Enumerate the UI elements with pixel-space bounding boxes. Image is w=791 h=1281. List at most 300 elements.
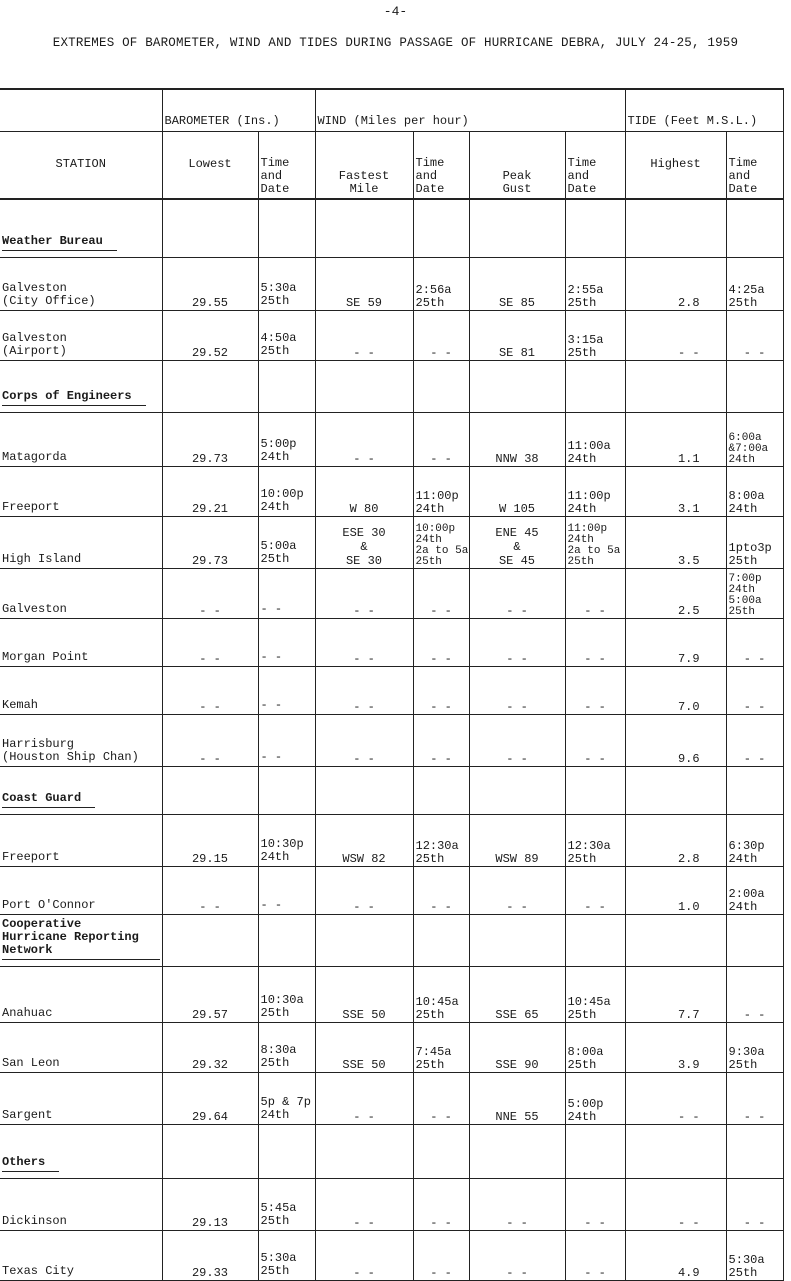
tide-time-cell <box>726 1022 783 1072</box>
baro-time-cell <box>258 714 315 766</box>
cell-line: Kemah <box>2 697 39 712</box>
cell-line: - - <box>743 1215 766 1230</box>
table-row <box>0 666 783 714</box>
station-cell <box>0 1230 162 1280</box>
gust-time-cell <box>565 1022 625 1072</box>
empty-cell <box>258 360 315 412</box>
cell-line: 25th <box>260 1005 290 1020</box>
cell-line: - - <box>584 751 606 766</box>
peak-gust-cell: - - <box>469 618 565 666</box>
gust-time-cell <box>565 618 625 666</box>
cell-line: - - <box>743 1109 766 1124</box>
lowest-cell: 29.21 <box>162 466 258 516</box>
cell-line: 7:00p <box>728 572 762 585</box>
cell-line: Texas City <box>2 1263 75 1278</box>
empty-cell <box>258 1124 315 1178</box>
group-label-cell <box>0 914 162 966</box>
empty-cell <box>625 914 726 966</box>
empty-cell <box>258 199 315 257</box>
table-row <box>0 310 783 360</box>
highest-tide-cell: 2.8 <box>625 814 726 866</box>
cell-line: (City Office) <box>2 293 96 308</box>
baro-time-header: Time and Date <box>258 132 315 200</box>
empty-cell <box>726 1124 783 1178</box>
empty-cell <box>162 1124 258 1178</box>
cell-line: 25th <box>728 605 755 618</box>
peak-gust-cell: NNW 38 <box>469 412 565 466</box>
cell-line: Galveston <box>2 330 67 345</box>
cell-line: - - <box>260 697 283 712</box>
baro-time-cell <box>258 866 315 914</box>
lowest-cell: 29.13 <box>162 1178 258 1230</box>
cell-line: 2a to 5a <box>415 544 469 557</box>
fast-time-cell <box>413 257 469 310</box>
station-cell <box>0 1072 162 1124</box>
fastest-mile-cell: - - <box>315 666 413 714</box>
fast-time-cell <box>413 866 469 914</box>
cell-line: - - <box>743 651 766 666</box>
cell-line: Morgan Point <box>2 649 89 664</box>
baro-time-cell <box>258 568 315 618</box>
cell-line: 25th <box>260 551 290 566</box>
tide-header: TIDE (Feet M.S.L.) <box>625 89 783 132</box>
cell-line: 25th <box>415 851 445 866</box>
empty-cell <box>625 766 726 814</box>
table-row <box>0 1022 783 1072</box>
empty-cell <box>565 914 625 966</box>
group-row <box>0 914 783 966</box>
fastest-mile-cell: SSE 50 <box>315 966 413 1022</box>
gust-time-cell <box>565 666 625 714</box>
station-cell <box>0 814 162 866</box>
empty-cell <box>726 766 783 814</box>
cell-line: (Houston Ship Chan) <box>2 749 139 764</box>
cell-line: 5:30a <box>260 280 297 295</box>
tide-time-cell <box>726 1230 783 1280</box>
tide-time-cell <box>726 310 783 360</box>
cell-line: - - <box>260 601 283 616</box>
tide-time-cell <box>726 1072 783 1124</box>
group-row <box>0 360 783 412</box>
cell-line: 25th <box>567 851 597 866</box>
baro-time-cell <box>258 966 315 1022</box>
baro-time-cell <box>258 1178 315 1230</box>
cell-line: 25th <box>567 1007 597 1022</box>
fastest-mile-cell: - - <box>315 1230 413 1280</box>
fastest-mile-cell: W 80 <box>315 466 413 516</box>
table-row <box>0 1072 783 1124</box>
tide-time-cell <box>726 966 783 1022</box>
baro-time-cell <box>258 1230 315 1280</box>
lowest-cell: 29.52 <box>162 310 258 360</box>
fast-time-cell <box>413 966 469 1022</box>
table-row <box>0 1230 783 1280</box>
cell-line: 10:00p <box>260 486 304 501</box>
empty-cell <box>726 199 783 257</box>
fast-time-cell <box>413 714 469 766</box>
tide-time-cell <box>726 666 783 714</box>
station-header: STATION <box>0 132 162 200</box>
cell-line: Port O'Connor <box>2 897 96 912</box>
cell-line: 25th <box>415 1007 445 1022</box>
baro-time-cell <box>258 814 315 866</box>
highest-tide-cell: 7.0 <box>625 666 726 714</box>
group-label: Weather Bureau <box>2 235 117 251</box>
group-label-cell <box>0 1124 162 1178</box>
cell-line: - - <box>430 699 452 714</box>
fastest-mile-header: Fastest Mile <box>315 132 413 200</box>
station-cell <box>0 618 162 666</box>
cell-line: 8:30a <box>260 1042 297 1057</box>
baro-time-cell <box>258 1022 315 1072</box>
fast-time-cell <box>413 412 469 466</box>
station-cell <box>0 412 162 466</box>
cell-line: - - <box>584 899 606 914</box>
cell-line: Galveston <box>2 280 67 295</box>
cell-line: - - <box>430 345 452 360</box>
highest-tide-cell: 1.1 <box>625 412 726 466</box>
cell-line: - - <box>584 603 606 618</box>
empty-cell <box>469 766 565 814</box>
tide-time-cell <box>726 866 783 914</box>
lowest-cell: - - <box>162 618 258 666</box>
baro-time-cell <box>258 1072 315 1124</box>
fast-time-cell <box>413 466 469 516</box>
cell-line: 9:30a <box>728 1044 765 1059</box>
gust-time-cell <box>565 1230 625 1280</box>
table-body <box>0 199 783 1280</box>
cell-line: 25th <box>567 1057 597 1072</box>
empty-cell <box>413 360 469 412</box>
table-row <box>0 814 783 866</box>
cell-line: 24th <box>260 499 290 514</box>
cell-line: 25th <box>728 1057 758 1072</box>
fast-time-cell <box>413 814 469 866</box>
cell-line: - - <box>584 1265 606 1280</box>
fast-time-cell <box>413 1072 469 1124</box>
cell-line: 25th <box>728 553 758 568</box>
peak-gust-cell: SSE 65 <box>469 966 565 1022</box>
cell-line: 25th <box>728 295 758 310</box>
group-label: Corps of Engineers <box>2 390 146 406</box>
lowest-cell: - - <box>162 568 258 618</box>
empty-cell <box>413 199 469 257</box>
cell-line: - - <box>430 899 452 914</box>
empty-cell <box>469 360 565 412</box>
cell-line: - - <box>260 749 283 764</box>
cell-line: 25th <box>567 295 597 310</box>
station-header-top <box>0 89 162 132</box>
cell-line: &7:00a <box>728 442 769 455</box>
table-row <box>0 966 783 1022</box>
baro-time-cell <box>258 666 315 714</box>
cell-line: 8:00a <box>728 488 765 503</box>
gust-time-cell <box>565 866 625 914</box>
cell-line: 5:00p <box>260 436 297 451</box>
empty-cell <box>258 914 315 966</box>
station-cell <box>0 257 162 310</box>
tide-time-cell <box>726 1178 783 1230</box>
fast-time-header: Time and Date <box>413 132 469 200</box>
cell-line: 5:00a <box>260 538 297 553</box>
table-row <box>0 1178 783 1230</box>
peak-gust-cell: WSW 89 <box>469 814 565 866</box>
cell-line: Galveston <box>2 601 67 616</box>
cell-line: 4:25a <box>728 282 765 297</box>
baro-time-cell <box>258 466 315 516</box>
gust-time-cell <box>565 466 625 516</box>
empty-cell <box>162 199 258 257</box>
fastest-mile-cell: - - <box>315 1178 413 1230</box>
peak-gust-cell: SE 81 <box>469 310 565 360</box>
lowest-cell: - - <box>162 666 258 714</box>
baro-time-cell <box>258 516 315 568</box>
empty-cell <box>413 1124 469 1178</box>
cell-line: 24th <box>260 849 290 864</box>
gust-time-cell <box>565 966 625 1022</box>
peak-gust-header: Peak Gust <box>469 132 565 200</box>
cell-line: 5:00a <box>728 594 762 607</box>
highest-tide-cell: - - <box>625 1178 726 1230</box>
cell-line: 10:00p <box>415 522 456 535</box>
fastest-mile-cell: - - <box>315 568 413 618</box>
tide-time-cell <box>726 466 783 516</box>
lowest-cell: 29.73 <box>162 412 258 466</box>
cell-line: 4:50a <box>260 330 297 345</box>
cell-line: 24th <box>567 533 594 546</box>
hurricane-extremes-table <box>0 88 784 1281</box>
empty-cell <box>315 360 413 412</box>
cell-line: - - <box>743 345 766 360</box>
empty-cell <box>565 1124 625 1178</box>
empty-cell <box>625 360 726 412</box>
baro-time-cell <box>258 310 315 360</box>
highest-tide-cell: - - <box>625 1072 726 1124</box>
cell-line: 24th <box>567 1109 597 1124</box>
document-title: EXTREMES OF BAROMETER, WIND AND TIDES DURING PASSAGE OF HURRICANE DEBRA, JULY 24-25, 1959 <box>52 36 739 50</box>
station-cell <box>0 516 162 568</box>
cell-line: 5:45a <box>260 1200 297 1215</box>
empty-cell <box>625 1124 726 1178</box>
gust-time-cell <box>565 257 625 310</box>
cell-line: Freeport <box>2 499 60 514</box>
empty-cell <box>162 914 258 966</box>
table-row <box>0 714 783 766</box>
fastest-mile-cell: - - <box>315 1072 413 1124</box>
station-cell <box>0 866 162 914</box>
cell-line: 10:30a <box>260 992 304 1007</box>
cell-line: 5:30a <box>260 1250 297 1265</box>
group-label-cell <box>0 766 162 814</box>
station-cell <box>0 966 162 1022</box>
group-row <box>0 199 783 257</box>
cell-line: 24th <box>567 501 597 516</box>
group-label-cell <box>0 360 162 412</box>
cell-line: 25th <box>260 343 290 358</box>
empty-cell <box>315 766 413 814</box>
gust-time-cell <box>565 1072 625 1124</box>
cell-line: 25th <box>415 1057 445 1072</box>
cell-line: 10:30p <box>260 836 304 851</box>
cell-line: 25th <box>260 1263 290 1278</box>
lowest-cell: - - <box>162 866 258 914</box>
cell-line: 25th <box>415 555 442 568</box>
fastest-mile-cell: SE 59 <box>315 257 413 310</box>
cell-line: - - <box>584 1215 606 1230</box>
peak-gust-cell: SSE 90 <box>469 1022 565 1072</box>
table-row <box>0 866 783 914</box>
cell-line: 25th <box>567 345 597 360</box>
cell-line: - - <box>430 651 452 666</box>
cell-line: 2:55a <box>567 282 604 297</box>
cell-line: 6:00a <box>728 431 762 444</box>
empty-cell <box>162 766 258 814</box>
cell-line: 8:00a <box>567 1044 604 1059</box>
cell-line: 10:45a <box>415 994 459 1009</box>
cell-line: 1pto3p <box>728 540 772 555</box>
station-cell <box>0 1022 162 1072</box>
highest-header: Highest <box>625 132 726 200</box>
fast-time-cell <box>413 516 469 568</box>
gust-time-cell <box>565 310 625 360</box>
tide-time-cell <box>726 714 783 766</box>
fastest-mile-cell: - - <box>315 866 413 914</box>
fastest-mile-cell: - - <box>315 412 413 466</box>
empty-cell <box>625 199 726 257</box>
empty-cell <box>315 914 413 966</box>
highest-tide-cell: 2.5 <box>625 568 726 618</box>
cell-line: 24th <box>728 851 758 866</box>
cell-line: - - <box>743 699 766 714</box>
cell-line: 2:00a <box>728 886 765 901</box>
peak-gust-cell: - - <box>469 1230 565 1280</box>
cell-line: - - <box>584 699 606 714</box>
empty-cell <box>315 1124 413 1178</box>
lowest-cell: 29.32 <box>162 1022 258 1072</box>
fastest-mile-cell: - - <box>315 714 413 766</box>
cell-line: 25th <box>260 1213 290 1228</box>
cell-line: (Airport) <box>2 343 67 358</box>
fastest-mile-cell: WSW 82 <box>315 814 413 866</box>
peak-gust-cell: - - <box>469 714 565 766</box>
cell-line: 25th <box>415 295 445 310</box>
fast-time-cell <box>413 568 469 618</box>
gust-time-header: Time and Date <box>565 132 625 200</box>
gust-time-cell <box>565 568 625 618</box>
lowest-cell: 29.64 <box>162 1072 258 1124</box>
cell-line: High Island <box>2 551 82 566</box>
fast-time-cell <box>413 1178 469 1230</box>
lowest-cell: 29.55 <box>162 257 258 310</box>
station-cell <box>0 666 162 714</box>
cell-line: 11:00p <box>415 488 459 503</box>
fastest-mile-cell: ESE 30 & SE 30 <box>315 516 413 568</box>
cell-line: - - <box>584 651 606 666</box>
cell-line: Dickinson <box>2 1213 67 1228</box>
peak-gust-cell: - - <box>469 666 565 714</box>
lowest-header: Lowest <box>162 132 258 200</box>
lowest-cell: - - <box>162 714 258 766</box>
highest-tide-cell: 3.1 <box>625 466 726 516</box>
tide-time-cell <box>726 568 783 618</box>
tide-time-cell <box>726 257 783 310</box>
peak-gust-cell: SE 85 <box>469 257 565 310</box>
baro-time-cell <box>258 257 315 310</box>
table-row <box>0 516 783 568</box>
table-row <box>0 412 783 466</box>
station-cell <box>0 568 162 618</box>
fast-time-cell <box>413 310 469 360</box>
cell-line: Sargent <box>2 1107 53 1122</box>
highest-tide-cell: 2.8 <box>625 257 726 310</box>
cell-line: - - <box>430 1215 452 1230</box>
cell-line: - - <box>260 649 283 664</box>
peak-gust-cell: - - <box>469 866 565 914</box>
wind-header: WIND (Miles per hour) <box>315 89 625 132</box>
empty-cell <box>469 914 565 966</box>
gust-time-cell <box>565 1178 625 1230</box>
highest-tide-cell: 9.6 <box>625 714 726 766</box>
cell-line: San Leon <box>2 1055 60 1070</box>
group-row <box>0 1124 783 1178</box>
fast-time-cell <box>413 666 469 714</box>
highest-tide-cell: - - <box>625 310 726 360</box>
peak-gust-cell: ENE 45 & SE 45 <box>469 516 565 568</box>
empty-cell <box>413 766 469 814</box>
gust-time-cell <box>565 714 625 766</box>
group-label: Coast Guard <box>2 792 95 808</box>
table-row <box>0 618 783 666</box>
empty-cell <box>258 766 315 814</box>
highest-tide-cell: 3.9 <box>625 1022 726 1072</box>
tide-time-cell <box>726 618 783 666</box>
lowest-cell: 29.33 <box>162 1230 258 1280</box>
barometer-header: BAROMETER (Ins.) <box>162 89 315 132</box>
cell-line: 2a to 5a <box>567 544 621 557</box>
cell-line: Matagorda <box>2 449 67 464</box>
cell-line: 10:45a <box>567 994 611 1009</box>
lowest-cell: 29.73 <box>162 516 258 568</box>
gust-time-cell <box>565 814 625 866</box>
cell-line: 24th <box>415 501 445 516</box>
empty-cell <box>565 766 625 814</box>
cell-line: - - <box>430 451 452 466</box>
highest-tide-cell: 7.9 <box>625 618 726 666</box>
cell-line: 5:30a <box>728 1252 765 1267</box>
cell-line: 2:56a <box>415 282 452 297</box>
page-number: -4- <box>383 4 408 19</box>
tide-time-header: Time and Date <box>726 132 783 200</box>
peak-gust-cell: - - <box>469 1178 565 1230</box>
tide-time-cell <box>726 516 783 568</box>
lowest-cell: 29.15 <box>162 814 258 866</box>
fast-time-cell <box>413 1230 469 1280</box>
cell-line: 24th <box>728 501 758 516</box>
cell-line: 24th <box>260 1107 290 1122</box>
gust-time-cell <box>565 412 625 466</box>
group-label-cell <box>0 199 162 257</box>
lowest-cell: 29.57 <box>162 966 258 1022</box>
empty-cell <box>469 199 565 257</box>
gust-time-cell <box>565 516 625 568</box>
empty-cell <box>726 360 783 412</box>
cell-line: - - <box>430 751 452 766</box>
empty-cell <box>469 1124 565 1178</box>
cell-line: 24th <box>567 451 597 466</box>
cell-line: Harrisburg <box>2 736 75 751</box>
fastest-mile-cell: - - <box>315 618 413 666</box>
fast-time-cell <box>413 1022 469 1072</box>
